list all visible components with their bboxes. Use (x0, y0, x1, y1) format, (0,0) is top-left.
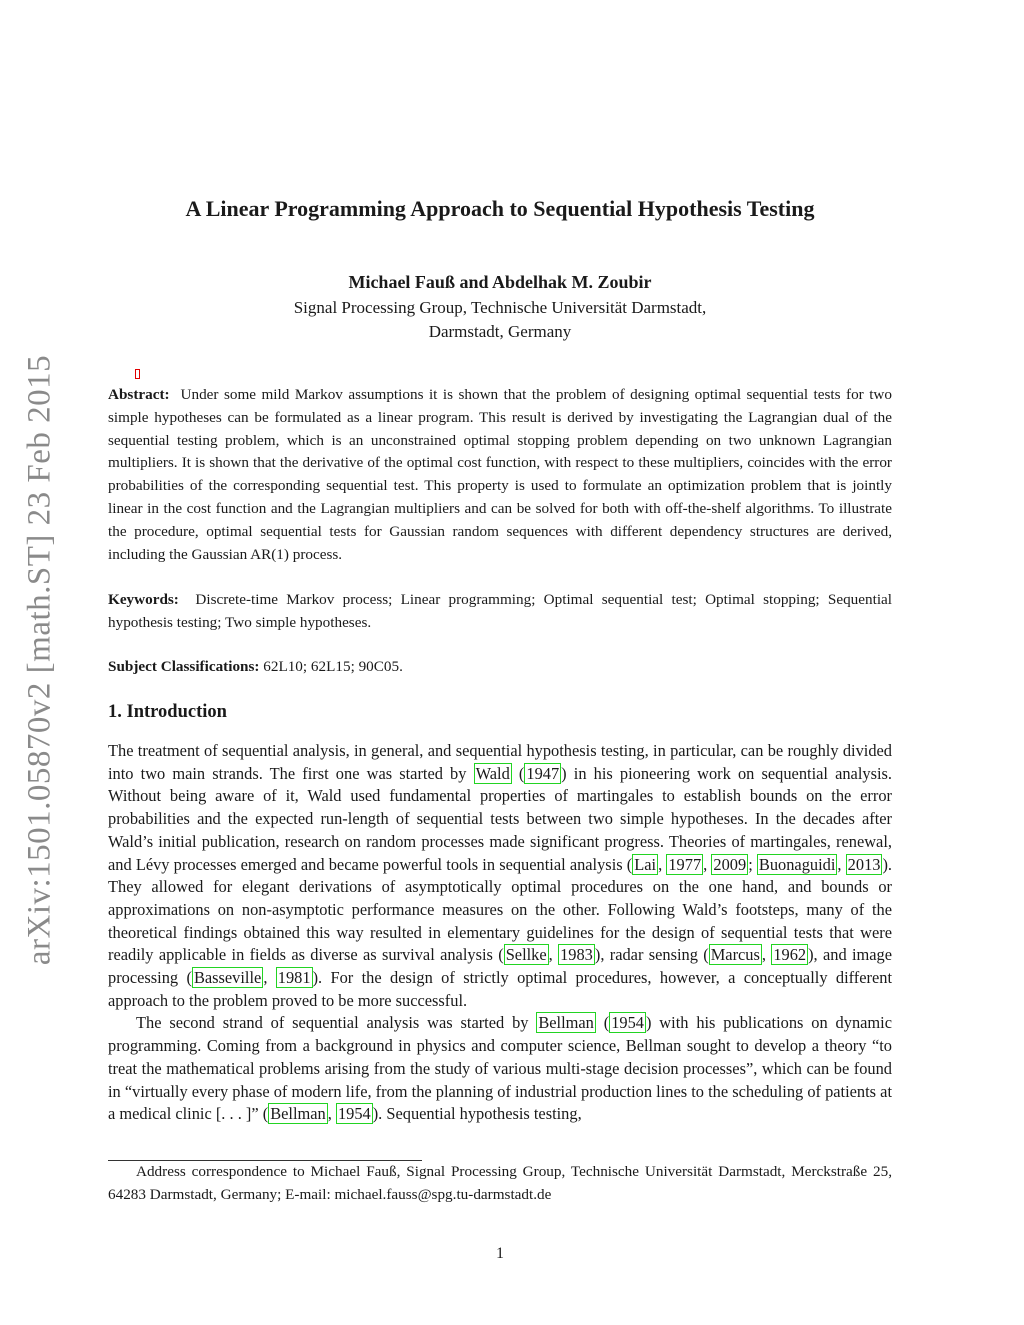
citation-link[interactable]: 1954 (611, 1013, 644, 1033)
citation-link[interactable]: Buonaguidi (758, 854, 836, 874)
citation-link[interactable]: 1947 (526, 763, 560, 783)
citation-link[interactable]: Wald (475, 763, 510, 783)
arxiv-identifier: arXiv:1501.05870v2 [math.ST] 23 Feb 2015 (21, 354, 58, 966)
citation-link[interactable]: Marcus (710, 945, 760, 965)
text: , (703, 854, 712, 874)
abstract-text: Under some mild Markov assumptions it is shown that the problem of designing optimal sequential tests for two simple hypotheses can be formulated as a linear program. This result is derived by investigating the Lagrangian dual of the sequential testing problem, which is an unconstrained optimal stopping problem depending on two unknown Lagrangian multipliers. It is shown that the derivative of the optimal cost function, with respect to these multipliers, coincides with the error probabilities of the corresponding sequential test. This property is used to formulate an optimization problem that is jointly linear in the cost function and the Lagrangian multipliers and can be solved for both with off-the-shelf algorithms. To illustrate the procedure, optimal sequential tests for Gaussian random sequences with different dependency structures are derived, including the Gaussian AR(1) process. (108, 386, 892, 563)
text: The second strand of sequential analysis was started by (136, 1013, 537, 1033)
text: , (327, 1104, 336, 1124)
text: The treatment of sequential analysis, in general, and sequential hypothesis testing, in particular, can be roughly divided into two main strands. The first one was started by (108, 741, 892, 783)
text: ; (748, 854, 757, 874)
citation-link[interactable]: 2013 (847, 854, 881, 874)
paragraph-1 (108, 740, 892, 1012)
text: , (761, 945, 772, 965)
paragraph-2 (108, 1012, 892, 1126)
text: , (658, 854, 667, 874)
citation-link[interactable]: 1983 (560, 945, 593, 965)
citation-link[interactable]: 1977 (668, 854, 702, 874)
red-link-marker[interactable] (135, 369, 140, 379)
text: , (548, 945, 559, 965)
paper-title: A Linear Programming Approach to Sequential Hypothesis Testing (185, 196, 815, 221)
text: ), radar sensing ( (594, 945, 709, 965)
affiliation (0, 296, 1000, 344)
affiliation-line-1: Signal Processing Group, Technische Universität Darmstadt, (293, 298, 707, 317)
text: , (263, 968, 276, 988)
footnote-text: Address correspondence to Michael Fauß, Signal Processing Group, Technische Universität Darmstadt, Merckstraße 25, 64283 Darmstadt, Germany; E-mail: michael.fauss@spg.tu-darmstadt.de (108, 1163, 892, 1203)
citation-link[interactable]: 1962 (773, 945, 807, 965)
citation-link[interactable]: 1954 (337, 1104, 371, 1124)
text: ) in his pioneering work on sequential analysis. Without being aware of it, Wald used fundamental properties of martingales to establish bounds on the error probabilities and the expected run-length of sequential tests between two simple hypotheses. In the decades after Wald’s initial publication, research on random processes made significant progress. Theories of martingales, renewal, and Lévy processes emerged and became powerful tools in sequential analysis ( (108, 763, 892, 874)
page-number: 1 (496, 1245, 504, 1262)
text: ( (595, 1013, 610, 1033)
citation-link[interactable]: Sellke (505, 945, 547, 965)
citation-link[interactable]: 2009 (713, 854, 747, 874)
keywords-text: Discrete-time Markov process; Linear programming; Optimal sequential test; Optimal stopping; Sequential hypothesis testing; Two simple hypotheses. (108, 591, 893, 631)
subject-classifications (108, 656, 892, 679)
text: ) with his publications on dynamic programming. Coming from a background in physics and computer science, Bellman sought to develop a theory “to treat the mathematical problems arising from the study of various multi-stage decision processes”, which can be found in “virtually every phase of modern life, from the planning of industrial production lines to the scheduling of patients at a medical clinic [. . . ]” ( (108, 1013, 892, 1124)
subjects-text: 62L10; 62L15; 90C05. (263, 658, 403, 675)
citation-link[interactable]: Bellman (270, 1104, 326, 1124)
text: ). They allowed for elegant derivations of asymptotically optimal procedures on the one hand, and bounds or approximations on non-asymptotic performance measures on the other. Following Wald’s footsteps, many of the theoretical findings obtained this way resulted in elementary guidelines for the design of sequential tests that were readily applicable in fields as diverse as survival analysis ( (108, 854, 893, 965)
citation-link[interactable]: 1981 (277, 968, 311, 988)
section-heading-introduction: 1. Introduction (108, 702, 227, 722)
affiliation-line-2: Darmstadt, Germany (428, 322, 572, 341)
citation-link[interactable]: Lai (634, 854, 657, 874)
text: , (837, 854, 846, 874)
citation-link[interactable]: Basseville (193, 968, 262, 988)
text: ( (511, 763, 525, 783)
introduction-body (108, 740, 892, 1126)
citation-link[interactable]: Bellman (538, 1013, 594, 1033)
abstract-label: Abstract: (108, 386, 170, 403)
footnote (108, 1161, 892, 1206)
abstract (108, 384, 892, 566)
subjects-label: Subject Classifications: (108, 658, 260, 675)
keywords (108, 589, 892, 635)
text: ). Sequential hypothesis testing, (372, 1104, 582, 1124)
text: ). For the design of strictly optimal procedures, however, a conceptually different approach to the problem proved to be more successful. (108, 968, 893, 1010)
text: ), and image processing ( (108, 945, 893, 988)
authors: Michael Fauß and Abdelhak M. Zoubir (348, 272, 652, 292)
keywords-label: Keywords: (108, 591, 179, 608)
